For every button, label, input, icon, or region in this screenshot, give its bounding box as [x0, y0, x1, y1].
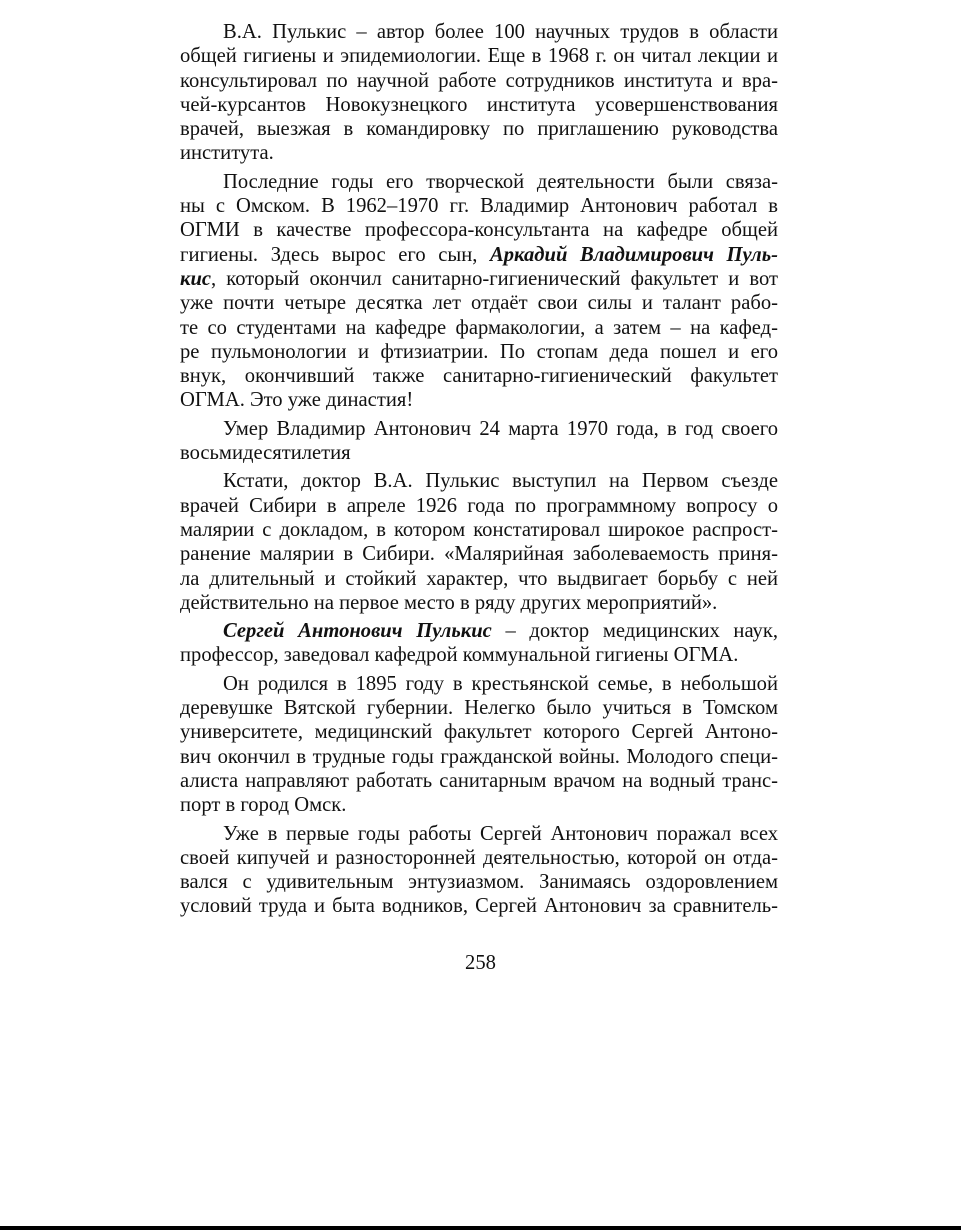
- paragraph: [180, 417, 778, 466]
- text-line: ОГМА. Это уже династия!: [180, 389, 414, 412]
- person-name: кис: [180, 267, 212, 290]
- text-line: уже почти четыре десятка лет отдаёт свои силы и талант рабо-: [180, 292, 778, 315]
- text-line: консультировал по научной работе сотрудников института и вра-: [180, 69, 778, 92]
- text-line: Последние годы его творческой деятельности были связа-: [223, 170, 778, 193]
- paragraph: [180, 672, 778, 818]
- paragraph: [180, 619, 778, 668]
- text-line: ла длительный и стойкий характер, что выдвигает борьбу с ней: [180, 567, 778, 590]
- paragraph: [180, 20, 778, 166]
- paragraph: [180, 469, 778, 615]
- text-line: малярии с докладом, в котором констатировал широкое распрост-: [180, 518, 778, 541]
- page-body: [180, 20, 778, 919]
- paragraph: [180, 170, 778, 413]
- text-line: общей гигиены и эпидемиологии. Еще в 1968 г. он читал лекции и: [180, 45, 778, 68]
- text-line: ре пульмонологии и фтизиатрии. По стопам деда пошел и его: [180, 340, 778, 363]
- text-line: Уже в первые годы работы Сергей Антонович поражал всех: [223, 822, 778, 845]
- text-line: те со студентами на кафедре фармакологии, а затем – на кафед-: [180, 316, 778, 339]
- text-line: деревушке Вятской губернии. Нелегко было учиться в Томском: [180, 697, 778, 720]
- text-line: действительно на первое место в ряду других мероприятий».: [180, 591, 718, 614]
- person-name: Сергей Антонович Пулькис: [223, 620, 492, 643]
- text-line: порт в город Омск.: [180, 794, 347, 817]
- text-line: Он родился в 1895 году в крестьянской семье, в небольшой: [223, 672, 778, 695]
- bottom-rule: [0, 1226, 961, 1230]
- paragraph: [180, 822, 778, 919]
- text-line: вался с удивительным энтузиазмом. Занимаясь оздоровлением: [180, 871, 778, 894]
- person-name: Аркадий Владимирович Пуль-: [490, 243, 778, 266]
- text-line: Сергей Антонович Пулькис – доктор медицинских наук,: [223, 620, 778, 643]
- text-line: врачей Сибири в апреле 1926 года по программному вопросу о: [180, 494, 778, 517]
- text-line: кис, который окончил санитарно-гигиенический факультет и вот: [180, 267, 778, 290]
- text-line: условий труда и быта водников, Сергей Антонович за сравнитель-: [180, 895, 778, 918]
- text-line: профессор, заведовал кафедрой коммунальной гигиены ОГМА.: [180, 644, 739, 667]
- page-number: 258: [465, 952, 496, 974]
- text-line: института.: [180, 142, 274, 165]
- text-line: внук, окончивший также санитарно-гигиенический факультет: [180, 365, 778, 388]
- text-line: Кстати, доктор В.А. Пулькис выступил на Первом съезде: [223, 470, 778, 493]
- text-line: Умер Владимир Антонович 24 марта 1970 года, в год своего: [223, 417, 778, 440]
- text-line: ны с Омском. В 1962–1970 гг. Владимир Антонович работал в: [180, 195, 778, 218]
- text-line: вич окончил в трудные годы гражданской войны. Молодого специ-: [180, 745, 778, 768]
- text-line: В.А. Пулькис – автор более 100 научных трудов в области: [223, 21, 778, 43]
- text-line: алиста направляют работать санитарным врачом на водный транс-: [180, 769, 778, 792]
- text-line: восьмидесятилетия: [180, 442, 351, 465]
- text-line: гигиены. Здесь вырос его сын, Аркадий Владимирович Пуль-: [180, 243, 778, 266]
- text-line: ОГМИ в качестве профессора-консультанта на кафедре общей: [180, 219, 778, 242]
- text-line: университете, медицинский факультет которого Сергей Антоно-: [180, 721, 778, 744]
- text-line: ранение малярии в Сибири. «Малярийная заболеваемость приня-: [180, 543, 778, 566]
- text-line: чей-курсантов Новокузнецкого института усовершенствования: [180, 93, 778, 116]
- text-line: врачей, выезжая в командировку по приглашению руководства: [180, 118, 778, 141]
- text-line: своей кипучей и разносторонней деятельностью, которой он отда-: [180, 846, 778, 869]
